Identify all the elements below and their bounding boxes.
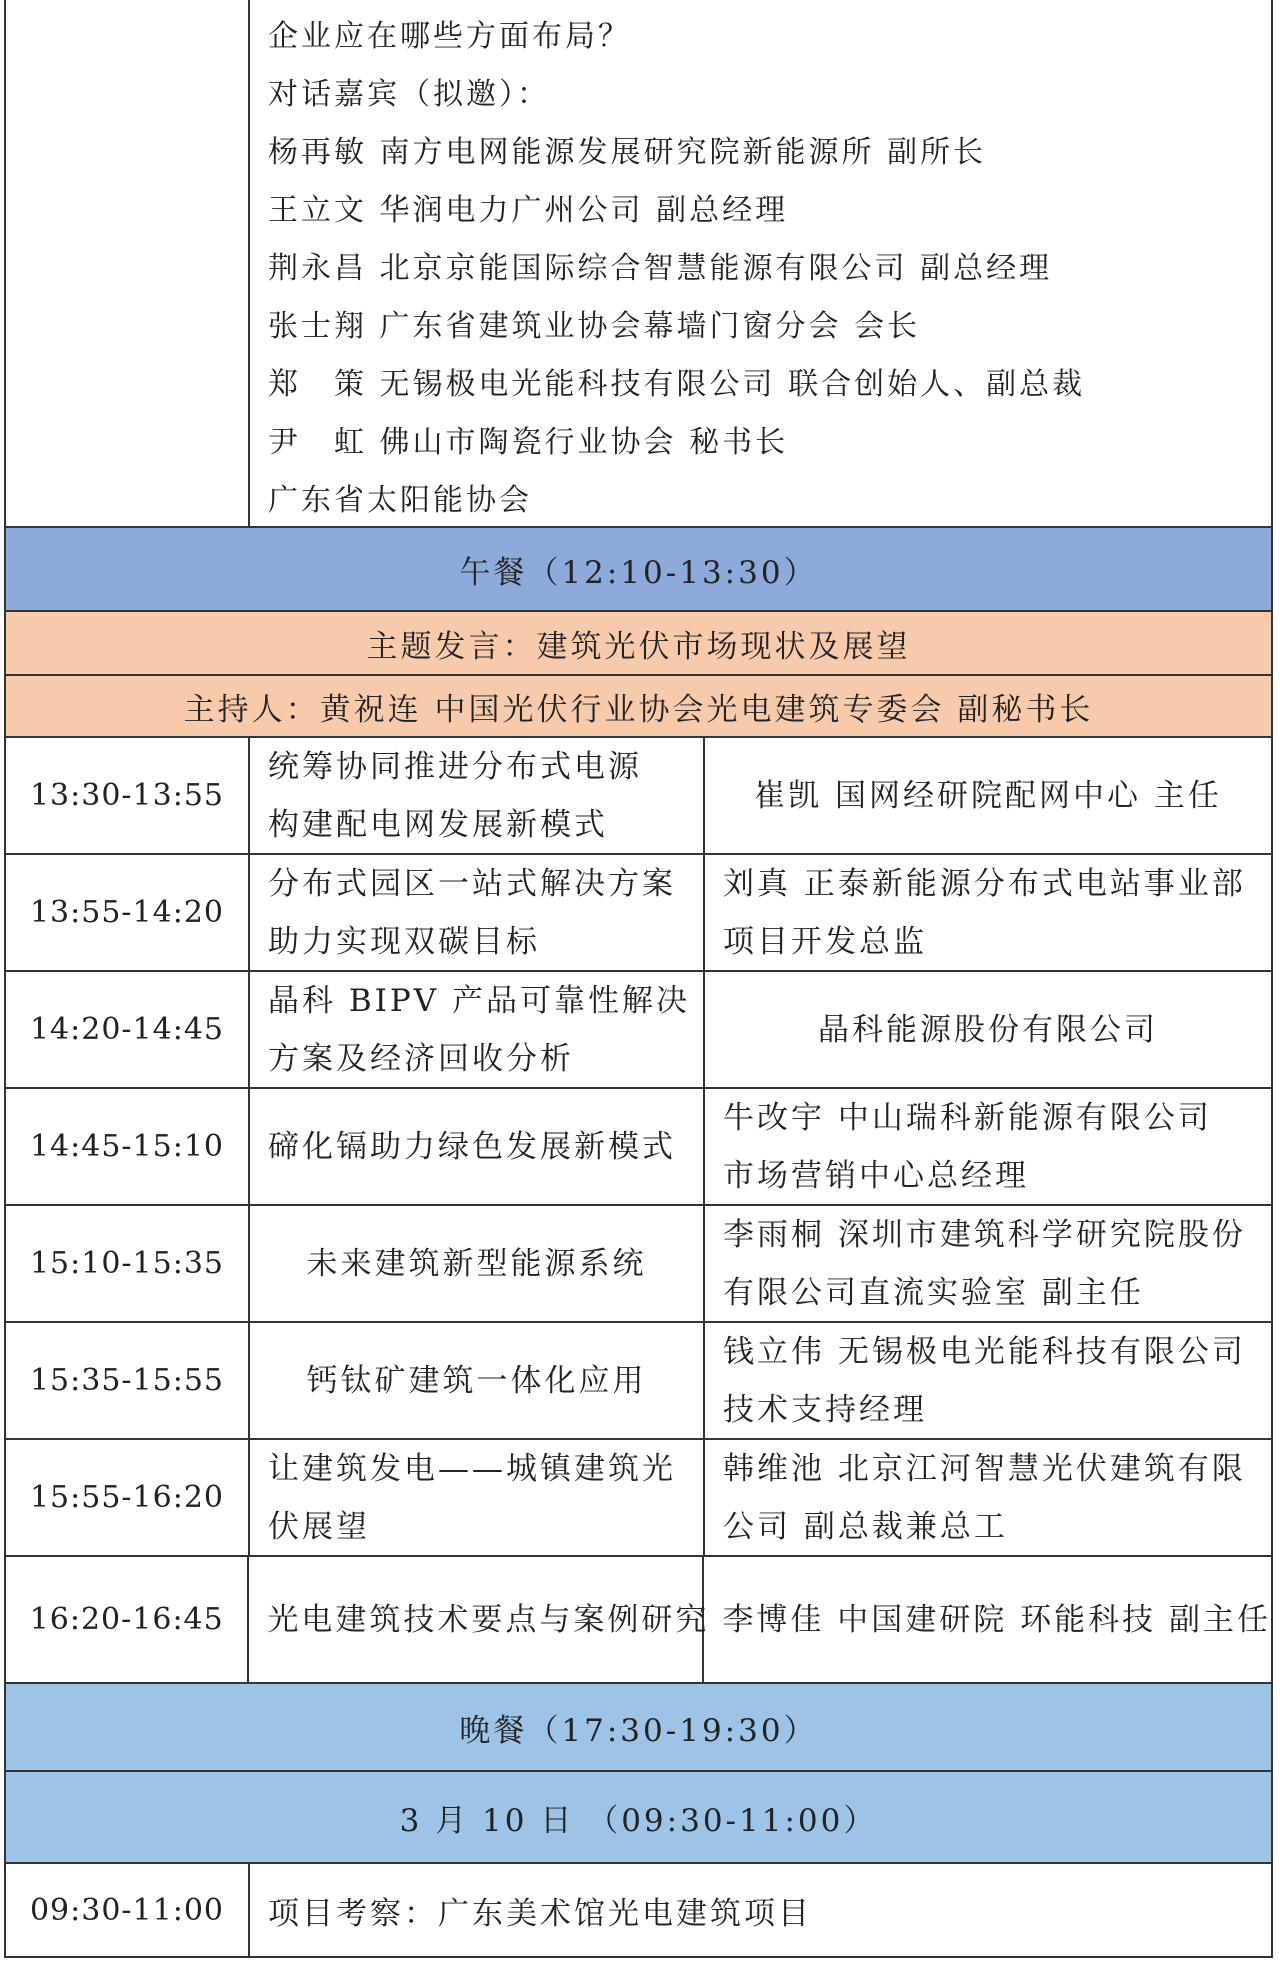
- session-speaker-line: 李雨桐 深圳市建筑科学研究院股份: [723, 1216, 1246, 1253]
- dinner-label: 晚餐（17:30-19:30）: [459, 1712, 818, 1749]
- session-time: 15:35-15:55: [6, 1323, 250, 1438]
- session-topic-line: 晶科 BIPV 产品可靠性解决: [268, 982, 690, 1019]
- session-row: [6, 1089, 1271, 1206]
- session-time: 14:45-15:10: [6, 1089, 250, 1204]
- session-row: [6, 1206, 1271, 1323]
- dialogue-line: 尹 虹 佛山市陶瓷行业协会 秘书长: [268, 425, 789, 460]
- session-time: 15:10-15:35: [6, 1206, 250, 1321]
- session-time: 15:55-16:20: [6, 1440, 250, 1555]
- session-topic-line: 方案及经济回收分析: [268, 1040, 574, 1077]
- session-speaker-line: 刘真 正泰新能源分布式电站事业部: [723, 865, 1246, 902]
- host-label: 主持人：黄祝连 中国光伏行业协会光电建筑专委会 副秘书长: [183, 691, 1094, 728]
- visit-text-line: 项目考察：广东美术馆光电建筑项目: [268, 1895, 812, 1932]
- session-time: 13:30-13:55: [6, 738, 250, 853]
- session-topic-line: 伏展望: [268, 1508, 370, 1545]
- session-speaker-line: 韩维池 北京江河智慧光伏建筑有限: [723, 1450, 1246, 1487]
- session-speaker-line: 李博佳 中国建研院 环能科技 副主任: [722, 1601, 1271, 1638]
- host-row: [6, 676, 1271, 738]
- dinner-row: [6, 1684, 1271, 1772]
- session-row: [6, 738, 1271, 855]
- visit-text: [250, 1864, 1271, 1956]
- dialogue-line: 张士翔 广东省建筑业协会幕墙门窗分会 会长: [268, 309, 921, 344]
- session-time: 13:55-14:20: [6, 855, 250, 970]
- session-time: 14:20-14:45: [6, 972, 250, 1087]
- session-topic-line: 统筹协同推进分布式电源: [268, 748, 642, 785]
- session-row: [6, 855, 1271, 972]
- session-topic-line: 未来建筑新型能源系统: [306, 1245, 647, 1282]
- session-speaker-line: 牛改宇 中山瑞科新能源有限公司: [723, 1099, 1212, 1136]
- session-speaker-line: 有限公司直流实验室 副主任: [723, 1274, 1144, 1311]
- dialogue-row: [6, 0, 1271, 528]
- session-speaker-line: 钱立伟 无锡极电光能科技有限公司: [723, 1333, 1246, 1370]
- session-row: [6, 1323, 1271, 1440]
- session-speaker-line: 晶科能源股份有限公司: [818, 1011, 1158, 1048]
- session-row: [6, 1440, 1271, 1557]
- dialogue-line: 王立文 华润电力广州公司 副总经理: [268, 193, 789, 228]
- session-topic-line: 碲化镉助力绿色发展新模式: [268, 1128, 676, 1165]
- dialogue-line: 荆永昌 北京京能国际综合智慧能源有限公司 副总经理: [268, 251, 1053, 286]
- session-time: 16:20-16:45: [6, 1557, 249, 1682]
- session-topic-line: 光电建筑技术要点与案例研究: [267, 1601, 710, 1638]
- session-speaker-line: 市场营销中心总经理: [723, 1157, 1029, 1194]
- visit-time: 09:30-11:00: [6, 1864, 250, 1956]
- session-speaker-line: 崔凯 国网经研院配网中心 主任: [754, 777, 1222, 814]
- lunch-row: [6, 528, 1271, 612]
- dialogue-line: 企业应在哪些方面布局？: [268, 19, 631, 54]
- dialogue-line: 对话嘉宾（拟邀）：: [268, 77, 550, 112]
- session-topic-line: 钙钛矿建筑一体化应用: [306, 1362, 647, 1399]
- dialogue-cell: [250, 0, 1271, 526]
- session-speaker-line: 技术支持经理: [723, 1391, 927, 1428]
- theme-label: 主题发言：建筑光伏市场现状及展望: [366, 628, 911, 665]
- day-header-row: [6, 1772, 1271, 1864]
- visit-row: [6, 1864, 1271, 1958]
- session-row: [6, 972, 1271, 1089]
- session-topic-line: 助力实现双碳目标: [268, 923, 540, 960]
- lunch-label: 午餐（12:10-13:30）: [459, 554, 818, 591]
- dialogue-line: 杨再敏 南方电网能源发展研究院新能源所 副所长: [268, 135, 987, 170]
- session-row: [6, 1557, 1271, 1684]
- day-header-label: 3 月 10 日 （09:30-11:00）: [399, 1802, 878, 1839]
- time-cell-empty: [6, 0, 250, 526]
- session-topic-line: 让建筑发电——城镇建筑光: [268, 1450, 676, 1487]
- agenda-table: [4, 0, 1273, 1958]
- session-speaker-line: 公司 副总裁兼总工: [723, 1508, 1008, 1545]
- dialogue-line: 广东省太阳能协会: [268, 483, 532, 518]
- session-speaker-line: 项目开发总监: [723, 923, 927, 960]
- session-topic-line: 分布式园区一站式解决方案: [268, 865, 676, 902]
- session-topic-line: 构建配电网发展新模式: [268, 806, 608, 843]
- theme-row: [6, 612, 1271, 676]
- dialogue-line: 郑 策 无锡极电光能科技有限公司 联合创始人、副总裁: [268, 367, 1086, 402]
